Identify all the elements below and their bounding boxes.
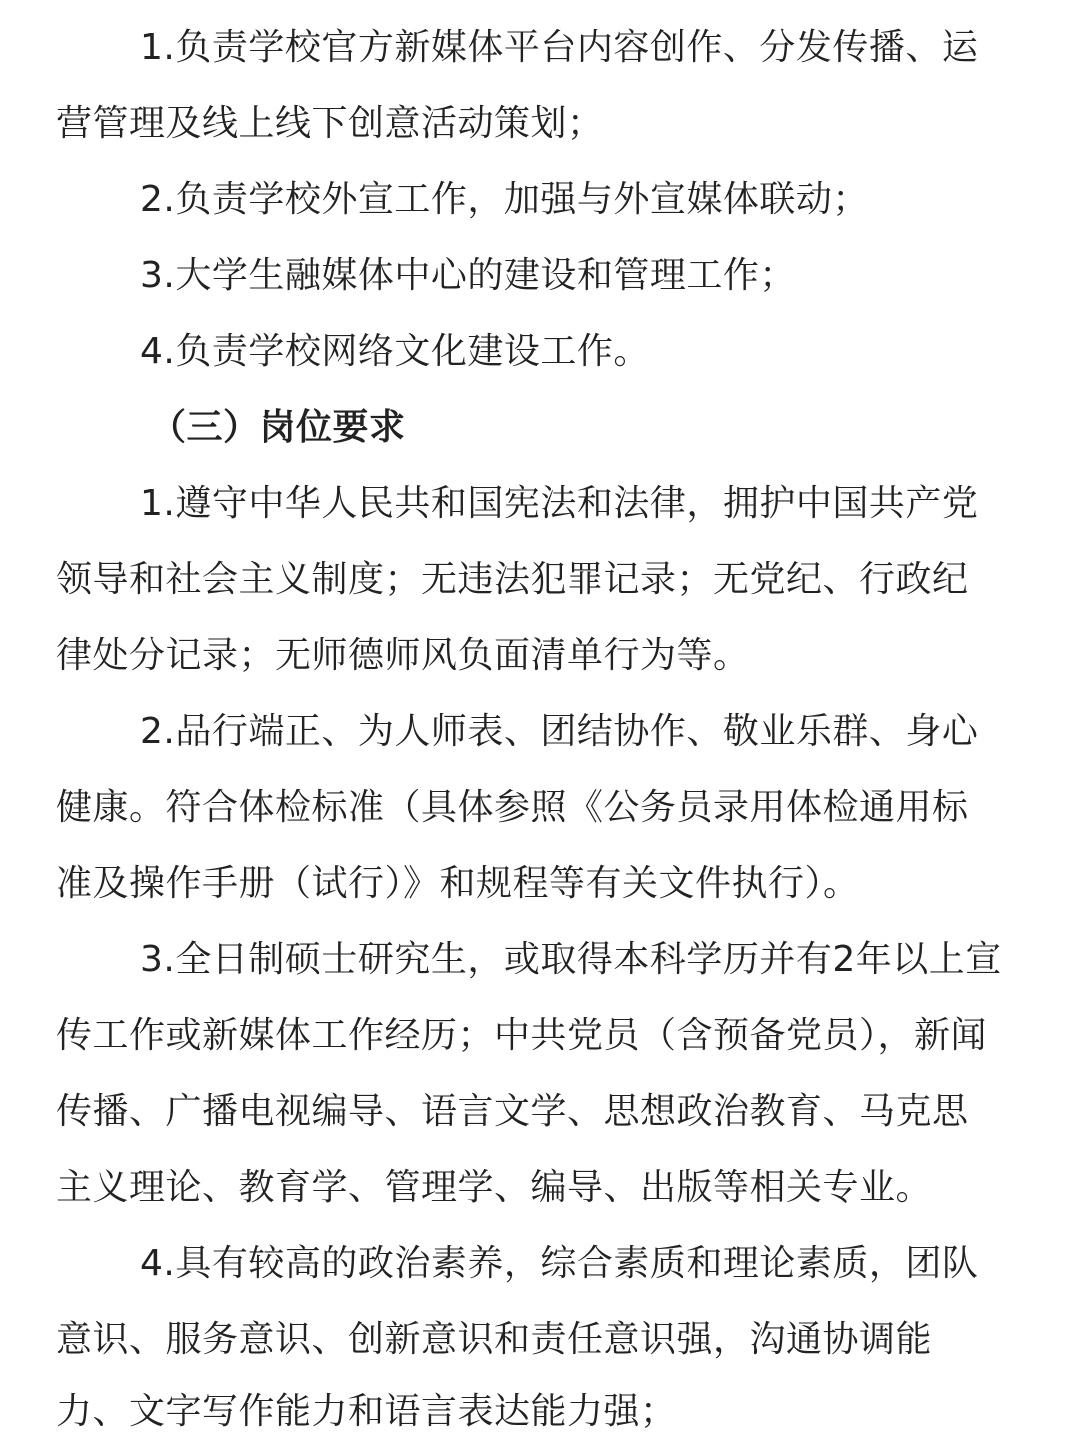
requirement-4-line-3: 力、文字写作能力和语言表达能力强； xyxy=(56,1391,677,1432)
requirement-1-line-2: 领导和社会主义制度；无违法犯罪记录；无党纪、行政纪 xyxy=(56,559,969,600)
requirement-4-line-1: 4.具有较高的政治素养，综合素质和理论素质，团队 xyxy=(140,1243,979,1284)
requirement-3-line-4: 主义理论、教育学、管理学、编导、出版等相关专业。 xyxy=(56,1167,933,1208)
requirement-3-line-2: 传工作或新媒体工作经历；中共党员（含预备党员），新闻 xyxy=(56,1015,988,1056)
requirement-3-line-1: 3.全日制硕士研究生，或取得本科学历并有2年以上宣 xyxy=(140,939,1002,980)
duty-4: 4.负责学校网络文化建设工作。 xyxy=(140,331,650,372)
duty-2: 2.负责学校外宣工作，加强与外宣媒体联动； xyxy=(140,179,869,220)
requirement-3-line-3: 传播、广播电视编导、语言文学、思想政治教育、马克思 xyxy=(56,1091,969,1132)
duty-3: 3.大学生融媒体中心的建设和管理工作； xyxy=(140,255,796,296)
section-heading: （三）岗位要求 xyxy=(150,407,406,448)
requirement-2-line-1: 2.品行端正、为人师表、团结协作、敬业乐群、身心 xyxy=(140,711,979,752)
requirement-2-line-2: 健康。符合体检标准（具体参照《公务员录用体检通用标 xyxy=(56,787,969,828)
requirement-2-line-3: 准及操作手册（试行）》和规程等有关文件执行）。 xyxy=(56,863,860,904)
duty-1-line-1: 1.负责学校官方新媒体平台内容创作、分发传播、运 xyxy=(140,27,979,68)
requirement-4-line-2: 意识、服务意识、创新意识和责任意识强，沟通协调能 xyxy=(56,1319,933,1360)
duty-1-line-2: 营管理及线上线下创意活动策划； xyxy=(56,103,604,144)
requirement-1-line-3: 律处分记录；无师德师风负面清单行为等。 xyxy=(56,635,750,676)
requirement-1-line-1: 1.遵守中华人民共和国宪法和法律，拥护中国共产党 xyxy=(140,483,979,524)
